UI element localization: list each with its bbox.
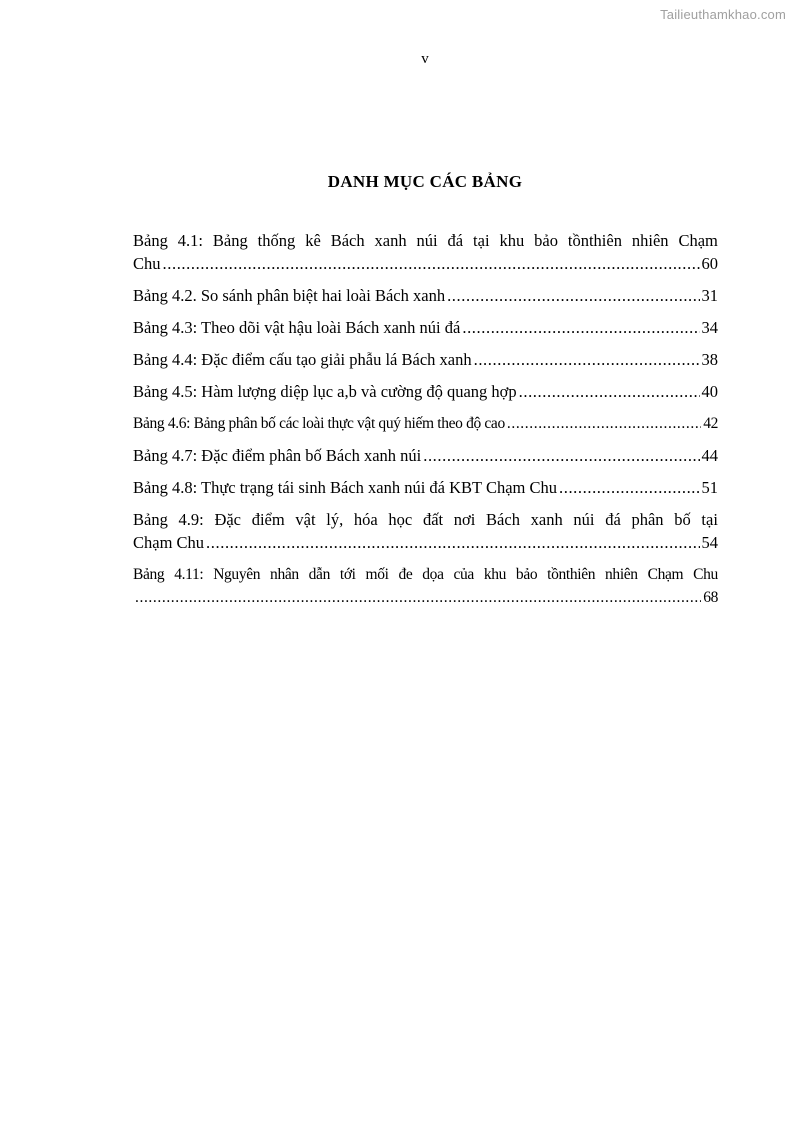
word: Bách [330,231,365,250]
word: đá [447,231,464,250]
word: hóa [353,510,378,529]
toc-entry-title: Bảng 4.5: Hàm lượng diệp lục a,b và cường độ quang hợp [133,382,517,401]
dot-leader [507,412,701,435]
word: Nguyên [213,566,261,583]
word: học [388,510,413,529]
toc-entry-title-continued: Chu [133,254,161,273]
word: Chạm [678,231,718,250]
toc-entry-first-line [133,229,718,252]
word: thống [257,231,296,250]
toc-entry-first-line [133,563,718,586]
dot-leader [474,348,700,371]
dot-leader [519,380,700,403]
word: 4.1: [177,231,203,250]
toc-entry-line [133,380,718,403]
dot-leader [447,284,699,307]
word: của [453,566,474,583]
toc-entry-4-6[interactable] [133,412,718,435]
toc-entry-4-7[interactable] [133,444,718,467]
page-title: DANH MỤC CÁC BẢNG [327,172,523,191]
word: phân [631,510,664,529]
word: dọa [422,566,444,583]
word: Bảng [133,566,165,583]
dot-leader [206,531,699,554]
word: lý, [326,510,344,529]
word: bảo [515,566,538,583]
dot-leader [423,444,699,467]
word: Chu [693,566,718,583]
toc-entry-page: 60 [701,254,718,273]
toc-entry-first-line [133,508,718,531]
word: Chạm [647,566,684,583]
word: khu [483,566,507,583]
toc-entry-title: Bảng 4.7: Đặc điểm phân bố Bách xanh núi [133,446,422,465]
word: tại [701,510,718,529]
word: Bách [486,510,520,529]
dot-leader [462,316,699,339]
toc-entry-page: 42 [703,415,718,432]
word: nhiên [631,231,669,250]
word: Đặc [214,510,242,529]
toc-entry-title: Bảng 4.8: Thực trạng tái sinh Bách xanh núi đá KBT Chạm Chu [133,478,557,497]
toc-entry-page: 40 [701,382,718,401]
toc-entry-page: 31 [701,286,718,305]
toc-entry-4-1[interactable] [133,229,718,275]
toc-entry-title: Bảng 4.3: Theo dõi vật hậu loài Bách xanh núi đá [133,318,461,337]
word: núi [573,510,595,529]
table-list [133,229,718,618]
word: dẫn [308,566,330,583]
page-number: v [421,51,429,67]
word: khu [499,231,525,250]
toc-entry-title: Bảng 4.6: Bảng phân bố các loài thực vật quý hiếm theo độ cao [133,415,505,432]
toc-entry-4-2[interactable] [133,284,718,307]
word: xanh [374,231,407,250]
dot-leader [135,586,701,609]
toc-entry-line [133,444,718,467]
toc-entry-page: 54 [701,533,718,552]
word: tại [473,231,490,250]
word: nhiên [605,566,638,583]
toc-entry-title: Bảng 4.2. So sánh phân biệt hai loài Bách xanh [133,286,446,305]
word: 4.9: [178,510,204,529]
toc-entry-line [133,348,718,371]
toc-entry-second-line [133,586,718,609]
toc-entry-second-line [133,531,718,554]
word: bố [674,510,691,529]
word: Bảng [133,510,168,529]
word: tồnthiên [547,566,596,583]
toc-entry-title-continued: Chạm Chu [133,533,205,552]
dot-leader [559,476,700,499]
word: nhân [270,566,299,583]
toc-entry-second-line [133,252,718,275]
word: kê [305,231,321,250]
word: 4.11: [174,566,204,583]
word: đất [422,510,444,529]
word: xanh [530,510,563,529]
word: tồnthiên [567,231,622,250]
toc-entry-page: 38 [701,350,718,369]
toc-entry-line [133,284,718,307]
toc-entry-line [133,412,718,435]
word: bảo [534,231,558,250]
toc-entry-4-5[interactable] [133,380,718,403]
word: đá [605,510,621,529]
word: điểm [251,510,285,529]
dot-leader [163,252,700,275]
toc-entry-4-9[interactable] [133,508,718,554]
word: nơi [453,510,476,529]
toc-entry-4-4[interactable] [133,348,718,371]
word: Bảng [212,231,248,250]
toc-entry-line [133,476,718,499]
word: Bảng [133,231,168,250]
toc-entry-page: 34 [701,318,718,337]
word: vật [295,510,316,529]
watermark: Tailieuthamkhao.com [660,7,786,22]
toc-entry-4-11[interactable] [133,563,718,609]
toc-entry-4-8[interactable] [133,476,718,499]
word: mối [365,566,389,583]
toc-entry-page: 51 [701,478,718,497]
toc-entry-title: Bảng 4.4: Đặc điểm cấu tạo giải phẫu lá Bách xanh [133,350,472,369]
toc-entry-line [133,316,718,339]
toc-entry-page: 44 [701,446,718,465]
word: tới [339,566,356,583]
toc-entry-page: 68 [703,589,718,606]
word: đe [398,566,413,583]
toc-entry-4-3[interactable] [133,316,718,339]
word: núi [416,231,438,250]
